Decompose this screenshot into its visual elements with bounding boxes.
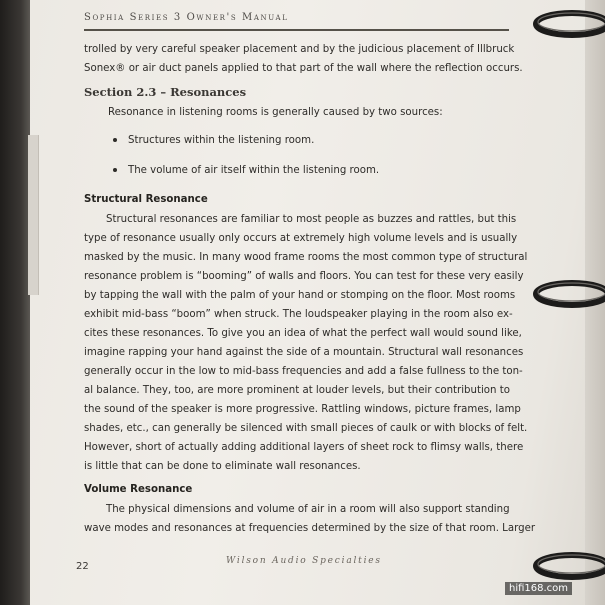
body-line: generally occur in the low to mid-bass frequencies and add a false fullness to the ton- xyxy=(84,366,523,377)
body-line: trolled by very careful speaker placement and by the judicious placement of Illbruck xyxy=(84,44,515,55)
subsection-heading: Volume Resonance xyxy=(84,484,193,495)
page-body xyxy=(84,40,536,538)
volume-paragraph xyxy=(84,500,536,538)
binder-ring-icon xyxy=(528,276,605,312)
body-line: shades, etc., can generally be silenced with small pieces of caulk or with blocks of felt. xyxy=(84,423,528,434)
index-tab-edge xyxy=(28,135,39,295)
body-line: Structural resonances are familiar to most people as buzzes and rattles, but this xyxy=(106,214,517,225)
body-line: exhibit mid-bass “boom” when struck. The loudspeaker playing in the room also ex- xyxy=(84,309,513,320)
page-number: 22 xyxy=(76,561,89,572)
bullet-icon xyxy=(113,138,117,142)
section-intro: Resonance in listening rooms is generally caused by two sources: xyxy=(108,107,443,118)
body-line: imagine rapping your hand against the side of a mountain. Structural wall resonances xyxy=(84,347,524,358)
header-rule xyxy=(84,29,509,31)
binder-ring-icon xyxy=(528,6,605,42)
running-header xyxy=(84,12,504,34)
body-line: resonance problem is “booming” of walls and floors. You can test for these very easily xyxy=(84,271,524,282)
body-line: The physical dimensions and volume of air in a room will also support standing xyxy=(106,504,510,515)
footer-brand: Wilson Audio Specialties xyxy=(226,556,382,566)
body-line: However, short of actually adding additional layers of sheet rock to flimsy walls, there xyxy=(84,442,524,453)
body-line: Sonex® or air duct panels applied to that part of the wall where the reflection occurs. xyxy=(84,63,523,74)
list-item: The volume of air itself within the listening room. xyxy=(128,156,514,186)
watermark: hifi168.com xyxy=(505,582,572,595)
bullet-icon xyxy=(113,168,117,172)
header-title: Sophia Series 3 Owner's Manual xyxy=(84,12,289,23)
body-line: masked by the music. In many wood frame rooms the most common type of structural xyxy=(84,252,528,263)
body-line: by tapping the wall with the palm of your hand or stomping on the floor. Most rooms xyxy=(84,290,516,301)
bullet-list xyxy=(84,126,514,186)
body-line: wave modes and resonances at frequencies determined by the size of that room. Larger xyxy=(84,523,536,534)
body-line: is little that can be done to eliminate wall resonances. xyxy=(84,461,361,472)
subsection-heading: Structural Resonance xyxy=(84,194,208,205)
binder-ring-icon xyxy=(528,548,605,584)
section-heading: Section 2.3 – Resonances xyxy=(84,85,247,99)
list-item: Structures within the listening room. xyxy=(128,126,514,156)
body-line: cites these resonances. To give you an idea of what the perfect wall would sound like, xyxy=(84,328,522,339)
left-shadow xyxy=(0,0,30,605)
body-line: type of resonance usually only occurs at extremely high volume levels and is usually xyxy=(84,233,518,244)
body-line: the sound of the speaker is more progressive. Rattling windows, picture frames, lamp xyxy=(84,404,521,415)
body-line: al balance. They, too, are more prominent at louder levels, but their contribution to xyxy=(84,385,510,396)
structural-paragraph xyxy=(84,210,528,476)
